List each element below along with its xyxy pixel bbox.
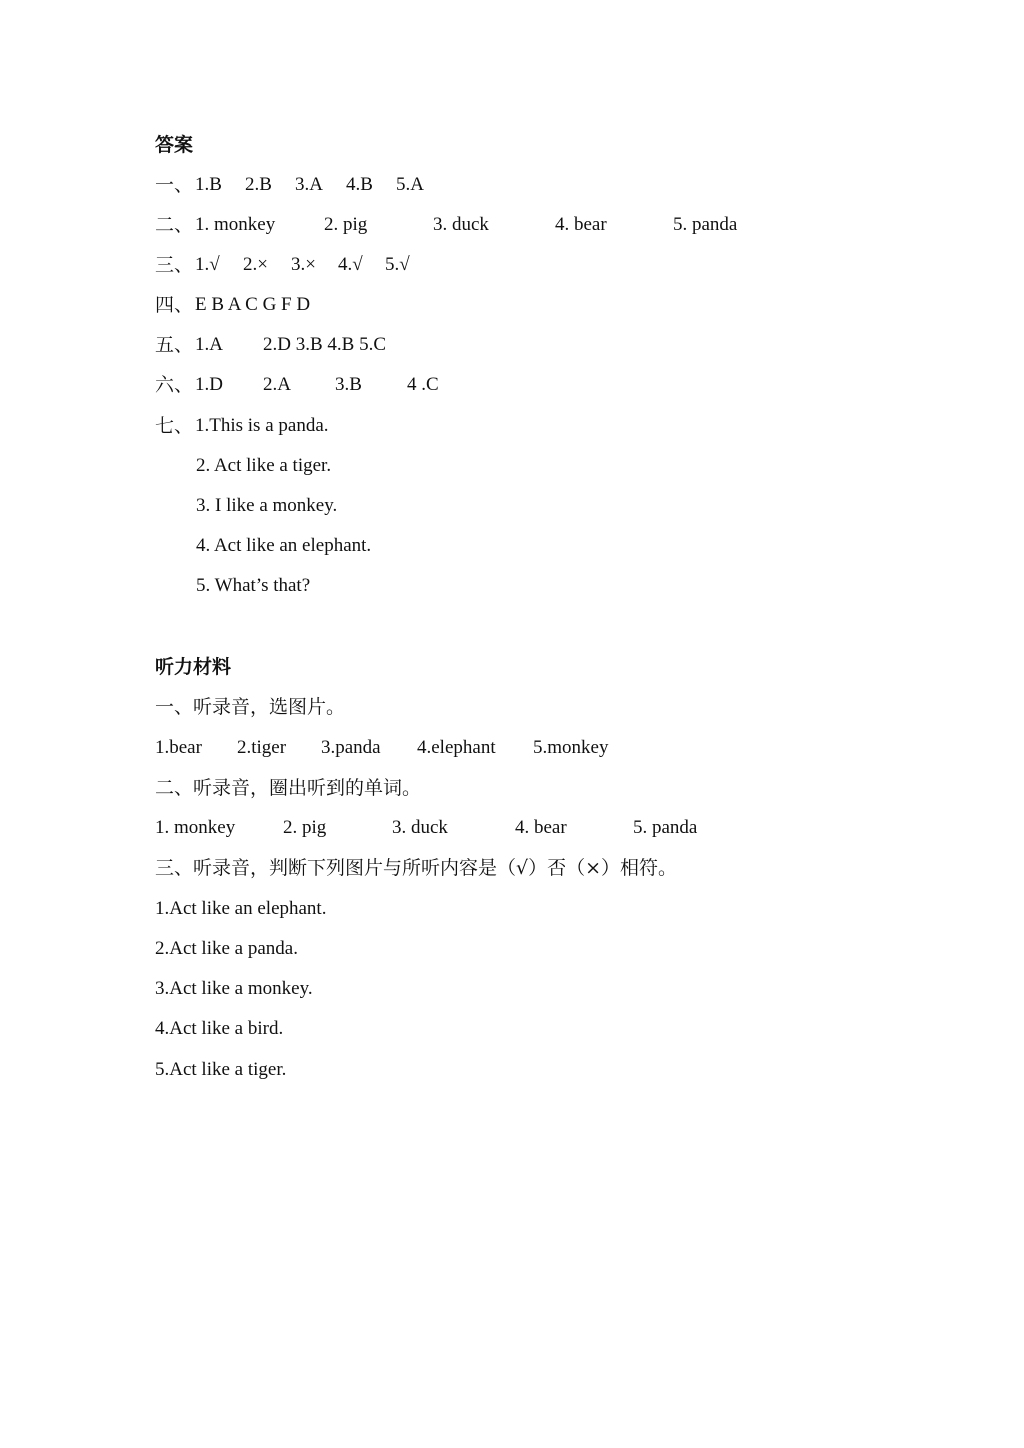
listening-item: 2. pig <box>283 817 327 838</box>
answer-item: 4. bear <box>555 214 607 235</box>
answer-item: 5.A <box>396 174 424 195</box>
answer-section-6 <box>155 370 439 400</box>
answer-item: 4.√ <box>338 254 363 275</box>
listening-item: 1.bear <box>155 737 202 758</box>
answer-item: 2. pig <box>324 214 368 235</box>
answer-section-3 <box>155 250 410 280</box>
answer-item: 1.This is a panda. <box>195 415 329 436</box>
section-label: 三、 <box>155 254 194 276</box>
listening-part-3-heading: 三、听录音，判断下列图片与所听内容是（√）否（×）相符。 <box>155 857 678 879</box>
answer-item: 3.A <box>295 174 323 195</box>
listening-item: 2.tiger <box>237 737 287 758</box>
listening-part-2-heading: 二、听录音，圈出听到的单词。 <box>155 777 422 799</box>
listening-item: 3.Act like a monkey. <box>155 978 313 999</box>
answer-item: 5. panda <box>673 214 738 235</box>
answer-item: 3.B <box>335 374 362 395</box>
listening-item: 2.Act like a panda. <box>155 938 298 959</box>
section-label: 四、 <box>155 294 194 316</box>
listening-item: 4.elephant <box>417 737 496 758</box>
listening-item: 5.Act like a tiger. <box>155 1059 287 1080</box>
answer-item: 5. What’s that? <box>196 575 311 596</box>
section-label: 五、 <box>155 334 194 356</box>
section-label: 二、 <box>155 214 194 236</box>
answer-item: 3. I like a monkey. <box>196 495 338 516</box>
answer-item: 5.√ <box>385 254 410 275</box>
listening-item: 1. monkey <box>155 817 236 838</box>
listening-item: 5.monkey <box>533 737 609 758</box>
section-label: 六、 <box>155 374 194 396</box>
answer-item: 2.B <box>245 174 272 195</box>
answer-item: 4 .C <box>407 374 439 395</box>
listening-item: 3.panda <box>321 737 381 758</box>
answers-title: 答案 <box>155 134 194 156</box>
listening-item: 1.Act like an elephant. <box>155 898 327 919</box>
listening-item: 3. duck <box>392 817 448 838</box>
answer-item: 1.A <box>195 334 223 355</box>
answer-item: 1. monkey <box>195 214 276 235</box>
listening-item: 4.Act like a bird. <box>155 1018 284 1039</box>
answer-section-1 <box>155 170 424 200</box>
answer-section-4 <box>155 290 311 320</box>
answer-item: 2.D 3.B 4.B 5.C <box>263 334 386 355</box>
answer-item: 1.D <box>195 374 223 395</box>
answer-section-2 <box>155 210 738 240</box>
listening-item: 4. bear <box>515 817 567 838</box>
answer-section-7 <box>155 411 329 441</box>
listening-title: 听力材料 <box>155 656 232 678</box>
answer-item: 2. Act like a tiger. <box>196 455 332 476</box>
answer-item: E B A C G F D <box>195 294 311 315</box>
answer-section-5 <box>155 330 386 360</box>
section-label: 一、 <box>155 174 194 196</box>
answer-item: 4. Act like an elephant. <box>196 535 372 556</box>
listening-part-1-heading: 一、听录音，选图片。 <box>155 696 346 718</box>
answer-item: 2.A <box>263 374 291 395</box>
answer-item: 3.× <box>291 254 316 275</box>
listening-item: 5. panda <box>633 817 698 838</box>
answer-item: 2.× <box>243 254 268 275</box>
answer-item: 3. duck <box>433 214 489 235</box>
section-label: 七、 <box>155 415 194 437</box>
answer-item: 4.B <box>346 174 373 195</box>
answer-item: 1.√ <box>195 254 220 275</box>
answer-item: 1.B <box>195 174 222 195</box>
